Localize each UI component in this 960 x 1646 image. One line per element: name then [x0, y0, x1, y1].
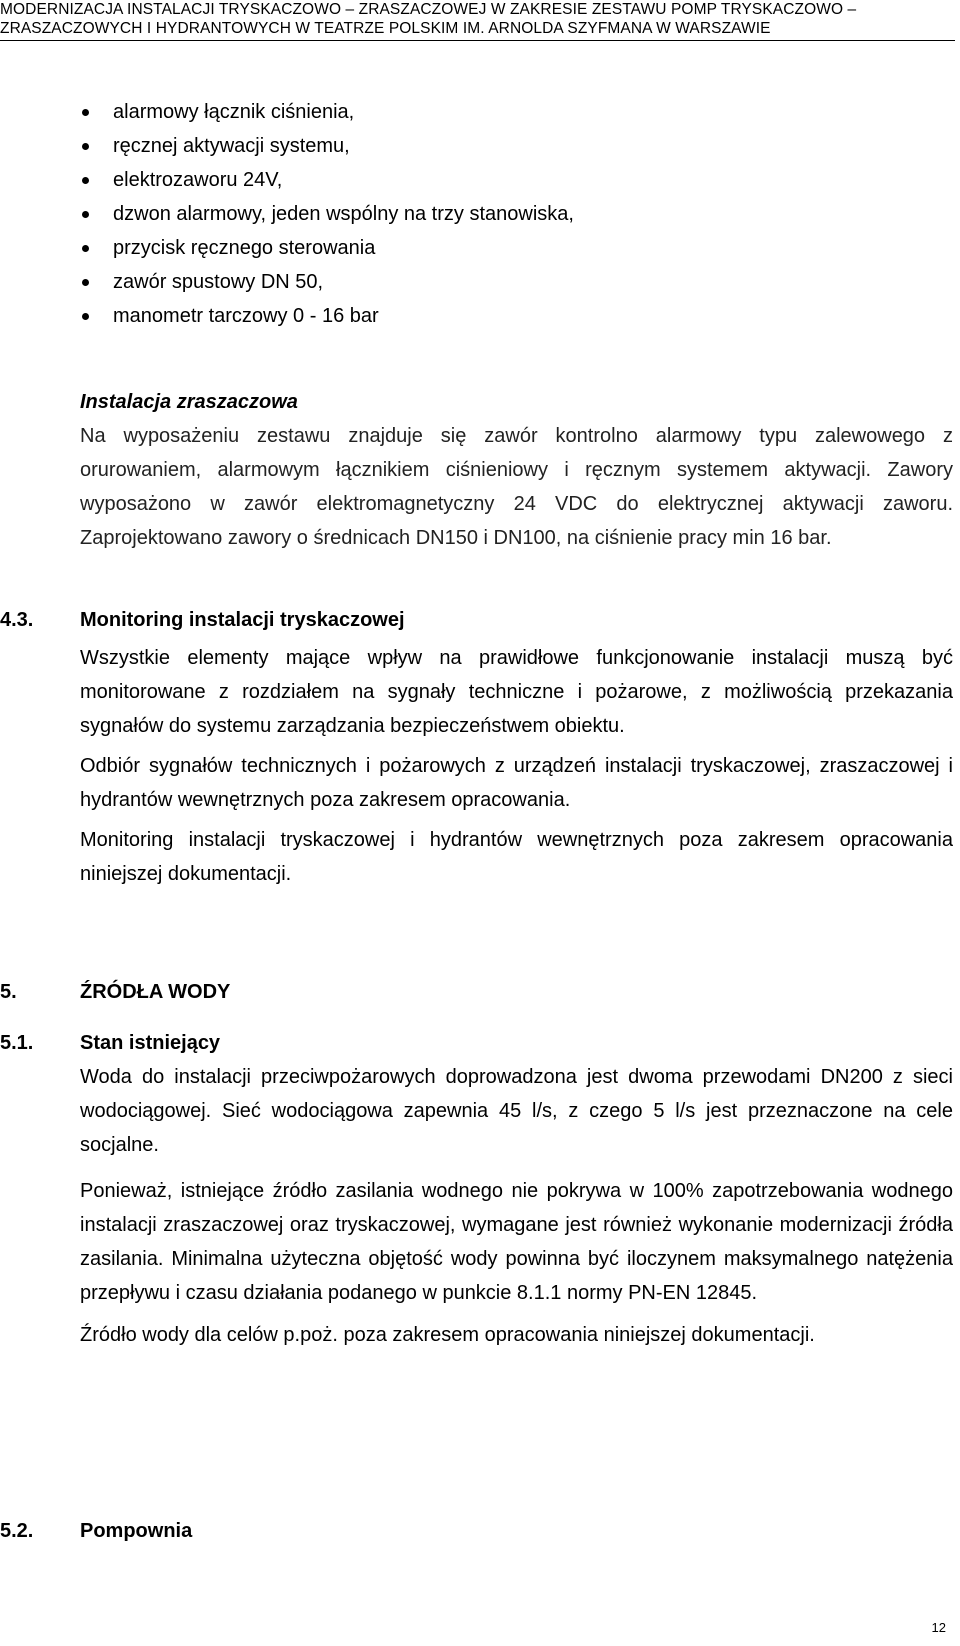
list-item: alarmowy łącznik ciśnienia, [80, 95, 953, 129]
bullet-icon [82, 211, 89, 218]
section-title: Pompownia [80, 1520, 193, 1542]
paragraph: Źródło wody dla celów p.poż. poza zakresem opracowania niniejszej dokumentacji. [80, 1324, 815, 1346]
list-item: zawór spustowy DN 50, [80, 265, 953, 299]
list-item: dzwon alarmowy, jeden wspólny na trzy stanowiska, [80, 197, 953, 231]
bullet-icon [82, 109, 89, 116]
section-number: 5. [0, 981, 17, 1003]
list-item: przycisk ręcznego sterowania [80, 231, 953, 265]
running-header [0, 0, 955, 41]
section-4-3 [0, 603, 953, 891]
section-heading [0, 1514, 953, 1548]
bullet-icon [82, 177, 89, 184]
list-item: manometr tarczowy 0 - 16 bar [80, 299, 953, 333]
section-5-1 [0, 1026, 953, 1352]
paragraph: Ponieważ, istniejące źródło zasilania wodnego nie pokrywa w 100% zapotrzebowania wodnego instalacji zraszaczowej oraz tryskaczowej, wymagane jest również wykonanie modernizacji źródła zasilania. Minimalna użyteczna objętość wody powinna być iloczynem maksymalnego natężenia przepływu i czasu działania podanego w punkcie 8.1.1 normy PN-EN 12845. [80, 1180, 953, 1304]
section-heading [0, 975, 953, 1009]
page-number: 12 [931, 1620, 946, 1635]
equipment-list [80, 95, 953, 333]
paragraph: Monitoring instalacji tryskaczowej i hydrantów wewnętrznych poza zakresem opracowania niniejszej dokumentacji. [80, 829, 953, 885]
bullet-icon [82, 279, 89, 286]
section-title: ŹRÓDŁA WODY [80, 981, 231, 1003]
bullet-icon [82, 143, 89, 150]
deluge-installation-section [80, 385, 953, 555]
list-item: ręcznej aktywacji systemu, [80, 129, 953, 163]
section-heading [0, 603, 953, 637]
paragraph: Wszystkie elementy mające wpływ na prawidłowe funkcjonowanie instalacji muszą być monitorowane z rozdziałem na sygnały techniczne i pożarowe, z możliwością przekazania sygnałów do systemu zarządzania bezpieczeństwem obiektu. [80, 647, 953, 737]
section-title: Stan istniejący [80, 1032, 221, 1054]
section-number: 5.1. [0, 1032, 34, 1054]
section-5 [0, 975, 953, 1009]
deluge-heading: Instalacja zraszaczowa [80, 391, 298, 413]
bullet-icon [82, 313, 89, 320]
bullet-icon [82, 245, 89, 252]
paragraph: Woda do instalacji przeciwpożarowych doprowadzona jest dwoma przewodami DN200 z sieci wodociągowej. Sieć wodociągowa zapewnia 45 l/s, z czego 5 l/s jest przeznaczone na cele socjalne. [80, 1066, 953, 1156]
section-number: 5.2. [0, 1520, 34, 1542]
header-line-2: ZRASZACZOWYCH I HYDRANTOWYCH W TEATRZE POLSKIM IM. ARNOLDA SZYFMANA W WARSZAWIE [0, 20, 771, 37]
paragraph: Odbiór sygnałów technicznych i pożarowych z urządzeń instalacji tryskaczowej, zraszaczowej i hydrantów wewnętrznych poza zakresem opracowania. [80, 755, 953, 811]
section-5-2 [0, 1514, 953, 1548]
list-item: elektrozaworu 24V, [80, 163, 953, 197]
header-line-1: MODERNIZACJA INSTALACJI TRYSKACZOWO – ZRASZACZOWEJ W ZAKRESIE ZESTAWU POMP TRYSKACZOWO – [0, 1, 857, 18]
deluge-paragraph: Na wyposażeniu zestawu znajduje się zawór kontrolno alarmowy typu zalewowego z orurowaniem, alarmowym łącznikiem ciśnieniowy i ręcznym systemem aktywacji. Zawory wyposażono w zawór elektromagnetyczny 24 VDC do elektrycznej aktywacji zaworu. Zaprojektowano zawory o średnicach DN150 i DN100, na ciśnienie pracy min 16 bar. [80, 425, 953, 549]
section-number: 4.3. [0, 609, 34, 631]
section-heading [0, 1026, 953, 1060]
section-title: Monitoring instalacji tryskaczowej [80, 609, 405, 631]
